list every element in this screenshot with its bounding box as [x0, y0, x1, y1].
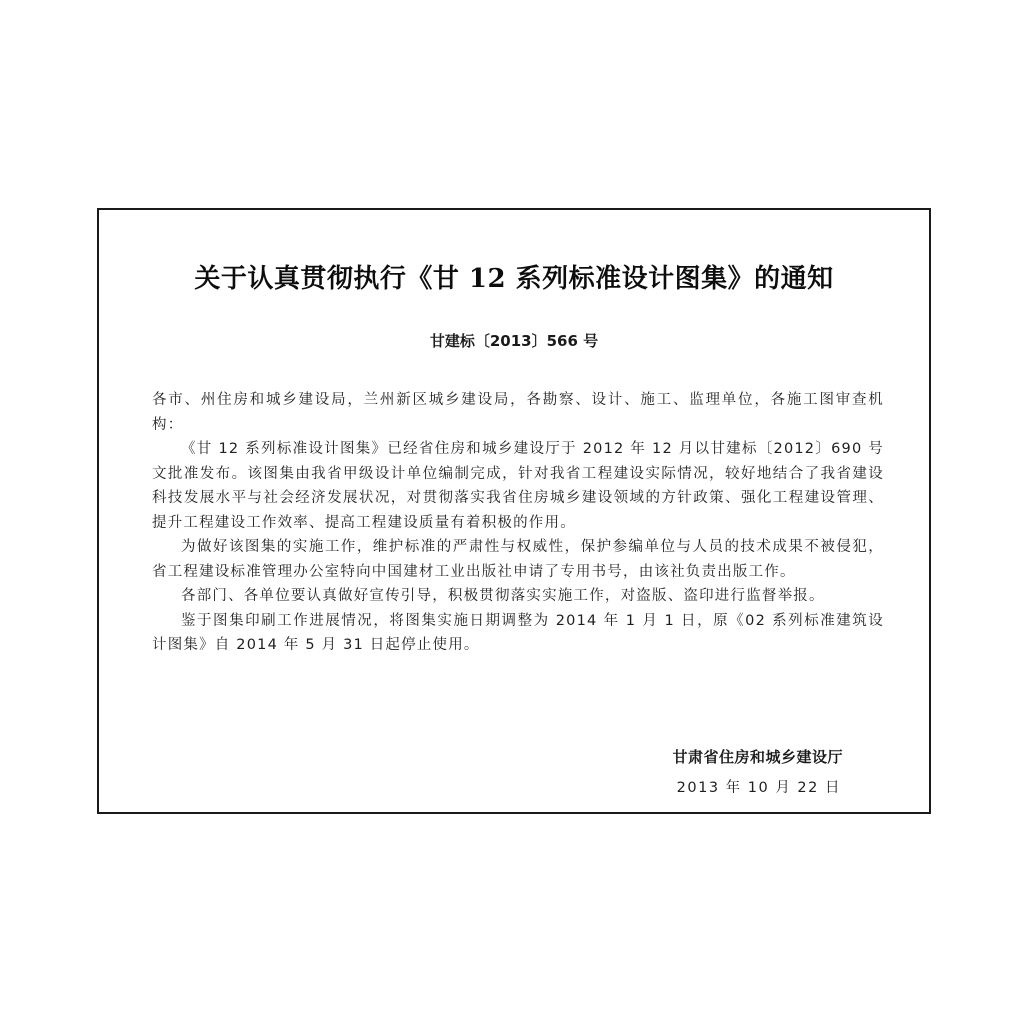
issuing-organization: 甘肃省住房和城乡建设厅 — [672, 748, 843, 766]
document-number: 甘建标〔2013〕566 号 — [429, 332, 599, 350]
notice-frame — [97, 208, 931, 814]
notice-title: 关于认真贯彻执行《甘 12 系列标准设计图集》的通知 — [194, 264, 834, 294]
body-paragraph: 各部门、各单位要认真做好宣传引导，积极贯彻落实实施工作，对盗版、盗印进行监督举报。 — [181, 588, 825, 604]
body-paragraph: 鉴于图集印刷工作进展情况，将图集实施日期调整为 2014 年 1 月 1 日，原《02 系列标准建筑设计图集》自 2014 年 5 月 31 日起停止使用。 — [152, 612, 884, 653]
signature-block — [672, 746, 843, 797]
body-paragraph: 《甘 12 系列标准设计图集》已经省住房和城乡建设厅于 2012 年 12 月以甘建标〔2012〕690 号文批准发布。该图集由我省甲级设计单位编制完成，针对我省工程建设实际情况，较好地结合了我省建设科技发展水平与社会经济发展状况，对贯彻落实我省住房城乡建设领域的方针政策、强化工程建设管理、提升工程建设工作效率、提高工程建设质量有着积极的作用。 — [152, 441, 884, 531]
addressee-paragraph: 各市、州住房和城乡建设局，兰州新区城乡建设局，各勘察、设计、施工、监理单位，各施工图审查机构： — [152, 392, 884, 433]
body-paragraph: 为做好该图集的实施工作，维护标准的严肃性与权威性，保护参编单位与人员的技术成果不被侵犯，省工程建设标准管理办公室特向中国建材工业出版社申请了专用书号，由该社负责出版工作。 — [152, 539, 884, 580]
notice-body — [152, 388, 884, 658]
issue-date: 2013 年 10 月 22 日 — [676, 780, 841, 796]
